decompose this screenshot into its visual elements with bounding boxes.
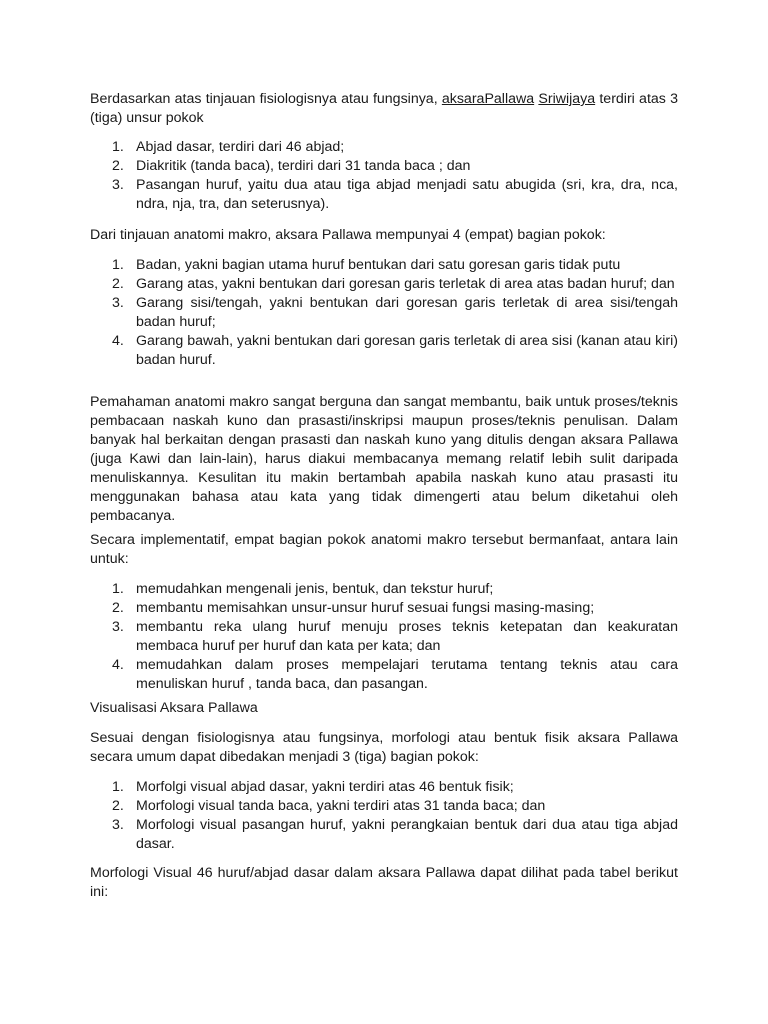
list-item: 3. Pasangan huruf, yaitu dua atau tiga abjad menjadi satu abugida (sri, kra, dra, nca, ndra, nja, tra, dan seterusnya). xyxy=(112,177,678,212)
list-item: 2. Garang atas, yakni bentukan dari goresan garis terletak di area atas badan huruf; dan xyxy=(112,276,675,292)
heading-visualisasi: Visualisasi Aksara Pallawa xyxy=(90,700,258,716)
link-aksara-pallawa[interactable]: aksaraPallawa xyxy=(441,91,535,107)
list-item: 1. Morfolgi visual abjad dasar, yakni terdiri atas 46 bentuk fisik; xyxy=(112,779,514,795)
list-bagian-pokok xyxy=(90,256,678,370)
list-unsur-pokok xyxy=(90,138,678,214)
paragraph-intro-after: terdiri atas 3 (tiga) unsur pokok xyxy=(90,91,678,126)
paragraph-anatomi-makro: Dari tinjauan anatomi makro, aksara Pallawa mempunyai 4 (empat) bagian pokok: xyxy=(90,227,606,243)
list-item: 1. Abjad dasar, terdiri dari 46 abjad; xyxy=(112,139,345,155)
list-item: 1. memudahkan mengenali jenis, bentuk, dan tekstur huruf; xyxy=(112,581,494,597)
list-morfologi xyxy=(90,778,678,854)
list-item: 2. Diakritik (tanda baca), terdiri dari 31 tanda baca ; dan xyxy=(112,158,471,174)
list-item: 4. Garang bawah, yakni bentukan dari goresan garis terletak di area sisi (kanan atau kiri) badan huruf. xyxy=(112,333,678,368)
list-manfaat xyxy=(90,580,678,694)
list-item: 4. memudahkan dalam proses mempelajari terutama tentang teknis atau cara menuliskan huruf , tanda baca, dan pasangan. xyxy=(112,657,678,692)
paragraph-intro xyxy=(90,90,678,128)
paragraph-pemahaman: Pemahaman anatomi makro sangat berguna dan sangat membantu, baik untuk proses/teknis pembacaan naskah kuno dan prasasti/inskripsi maupun proses/teknis penulisan. Dalam banyak hal berkaitan dengan prasasti dan naskah kuno yang ditulis dengan aksara Pallawa (juga Kawi dan lain-lain), harus diakui membacanya memang relatif lebih sulit daripada menuliskannya. Kesulitan itu makin bertambah apabila naskah kuno atau prasasti itu menggunakan bahasa atau kata yang tidak dimengerti atau belum diketahui oleh pembacanya. xyxy=(90,394,678,524)
list-item: 3. Garang sisi/tengah, yakni bentukan dari goresan garis terletak di area sisi/tengah badan huruf; xyxy=(112,295,678,330)
list-item: 1. Badan, yakni bagian utama huruf bentukan dari satu goresan garis tidak putu xyxy=(112,257,621,273)
paragraph-intro-before: Berdasarkan atas tinjauan fisiologisnya atau fungsinya, xyxy=(90,91,442,107)
paragraph-morfologi-visual: Morfologi Visual 46 huruf/abjad dasar dalam aksara Pallawa dapat dilihat pada tabel berikut ini: xyxy=(90,865,678,900)
paragraph-fisiologis: Sesuai dengan fisiologisnya atau fungsinya, morfologi atau bentuk fisik aksara Pallawa secara umum dapat dibedakan menjadi 3 (tiga) bagian pokok: xyxy=(90,730,678,765)
link-sriwijaya[interactable]: Sriwijaya xyxy=(538,91,596,107)
list-item: 2. membantu memisahkan unsur-unsur huruf sesuai fungsi masing-masing; xyxy=(112,600,595,616)
paragraph-implementatif: Secara implementatif, empat bagian pokok anatomi makro tersebut bermanfaat, antara lain untuk: xyxy=(90,532,678,567)
list-item: 3. membantu reka ulang huruf menuju proses teknis ketepatan dan keakuratan membaca huruf per huruf dan kata per kata; dan xyxy=(112,619,678,654)
list-item: 3. Morfologi visual pasangan huruf, yakni perangkaian bentuk dari dua atau tiga abjad dasar. xyxy=(112,817,678,852)
list-item: 2. Morfologi visual tanda baca, yakni terdiri atas 31 tanda baca; dan xyxy=(112,798,546,814)
